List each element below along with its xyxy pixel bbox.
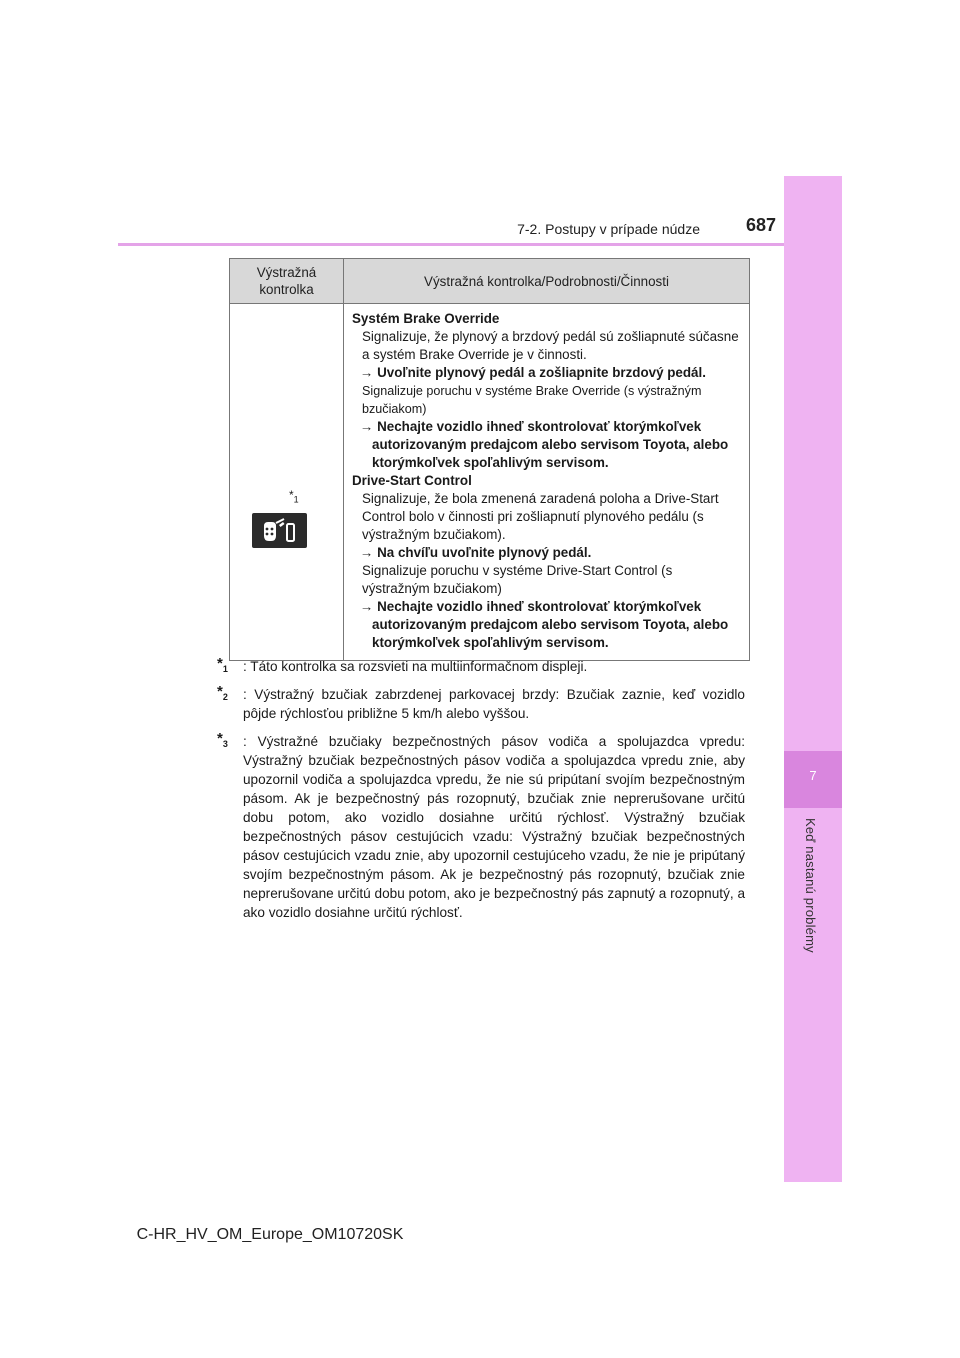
table-row	[230, 304, 750, 661]
footnote-number: 1	[222, 664, 228, 674]
detail-line-hdr: Systém Brake Override	[352, 311, 500, 326]
column-header-details: Výstražná kontrolka/Podrobnosti/Činnosti	[344, 259, 750, 304]
detail-line-hdr: Drive-Start Control	[352, 473, 472, 488]
footnote-star: *	[217, 730, 223, 747]
footnote	[217, 732, 745, 922]
header-divider	[118, 243, 784, 246]
brake-override-warning-icon	[252, 513, 307, 548]
footnote-text: : Táto kontrolka sa rozsvieti na multiinformačnom displeji.	[243, 659, 588, 674]
footnote-star: *	[217, 655, 223, 672]
footnote-mark	[217, 729, 228, 754]
detail-line-act: → Uvoľnite plynový pedál a zošliapnite brzdový pedál.	[360, 365, 706, 380]
icon-cell	[230, 304, 344, 661]
detail-line-txt-small: Signalizuje poruchu v systéme Brake Override (s výstražným bzučiakom)	[362, 384, 702, 416]
details-cell	[344, 304, 750, 661]
footnote-text: : Výstražné bzučiaky bezpečnostných pásov vodiča a spolujazdca vpredu: Výstražný bzučiak bezpečnostných pásov vodiča a spolujazdca vpredu znie, aby upozornil vodiča a spolujazdca vpredu, že nie sú pripútaní svojím bezpečnostným pásom. Ak je bezpečnostný pás rozopnutý, bzučiak znie neprerušovane určitú dobu potom, ako vozidlo dosiahne určitú rýchlosť. Výstražný bzučiak bezpečnostných pásov cestujúcich vzadu: Výstražný bzučiak bezpečnostných pásov cestujúcich vzadu znie, aby upozornil cestujúceho vzadu, že nie je pripútaný svojím bezpečnostným pásom. Ak je bezpečnostný pás rozopnutý, bzučiak znie neprerušovane určitú dobu potom, ako je bezpečnostný pás zapnutý a rozopnutý, a ako vozidlo dosiahne určitú rýchlosť.	[243, 734, 745, 920]
footnote-mark	[217, 654, 228, 679]
icon-footnote-ref: $*_1$	[289, 488, 299, 505]
page-number: 687	[745, 215, 776, 235]
detail-line-act: → Nechajte vozidlo ihneď skontrolovať ktorýmkoľvek autorizovaným predajcom alebo servisom Toyota, alebo ktorýmkoľvek spoľahlivým servisom.	[360, 419, 729, 470]
table-header-row	[230, 259, 750, 304]
document-code: C-HR_HV_OM_Europe_OM10720SK	[136, 1226, 404, 1243]
detail-line-txt: Signalizuje, že plynový a brzdový pedál sú zošliapnuté súčasne a systém Brake Override je v činnosti.	[362, 329, 739, 362]
detail-line-act: → Na chvíľu uvoľnite plynový pedál.	[360, 545, 592, 560]
pedal-symbol	[252, 513, 307, 548]
detail-line-act: → Nechajte vozidlo ihneď skontrolovať ktorýmkoľvek autorizovaným predajcom alebo servisom Toyota, alebo ktorýmkoľvek spoľahlivým servisom.	[360, 599, 729, 650]
chapter-side-tab	[784, 176, 842, 1182]
column-header-warning-light: Výstražná kontrolka	[230, 259, 344, 304]
detail-line-txt: Signalizuje, že bola zmenená zaradená poloha a Drive-Start Control bolo v činnosti pri zošliapnutí plynového pedálu (s výstražným bzučiakom).	[362, 491, 719, 542]
footnote-number: 2	[222, 692, 228, 702]
footnote-mark	[217, 682, 228, 707]
warning-light-table	[229, 258, 750, 661]
detail-line-txt: Signalizuje poruchu v systéme Drive-Start Control (s výstražným bzučiakom)	[362, 563, 673, 596]
footnote-number: 3	[222, 739, 228, 749]
footnotes	[217, 657, 745, 931]
footnote	[217, 685, 745, 723]
footnote-star: *	[217, 683, 223, 700]
section-title: 7-2. Postupy v prípade núdze	[517, 221, 700, 237]
footnote	[217, 657, 745, 676]
footnote-text: : Výstražný bzučiak zabrzdenej parkovacej brzdy: Bzučiak zaznie, keď vozidlo pôjde rýchlosťou približne 5 km/h alebo vyššou.	[243, 687, 745, 721]
chapter-title: Keď nastanú problémy	[803, 818, 818, 953]
chapter-number: 7	[809, 768, 817, 783]
